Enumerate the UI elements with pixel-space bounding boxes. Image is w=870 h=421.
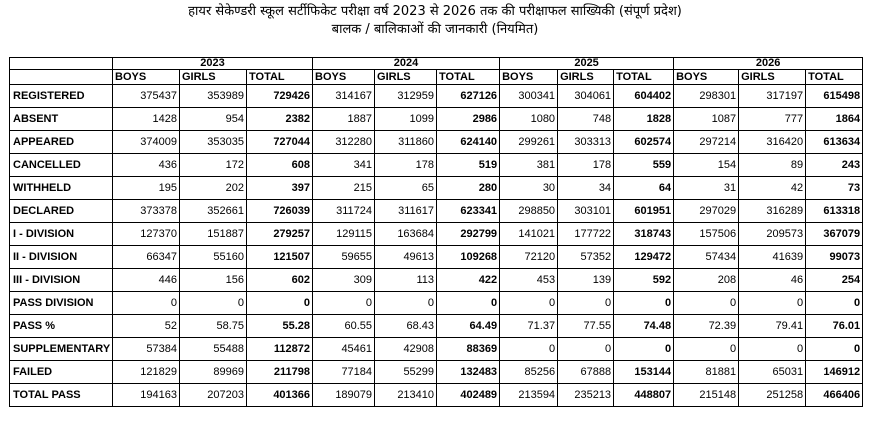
value-cell: 298301	[674, 85, 739, 108]
value-cell: 374009	[113, 131, 180, 154]
total-cell: 292799	[437, 223, 500, 246]
value-cell: 55488	[180, 338, 247, 361]
value-cell: 381	[500, 154, 558, 177]
table-row	[10, 269, 863, 292]
total-cell: 112872	[247, 338, 313, 361]
row-label: APPEARED	[10, 131, 113, 154]
value-cell: 57352	[558, 246, 614, 269]
value-cell: 139	[558, 269, 614, 292]
value-cell: 72120	[500, 246, 558, 269]
value-cell: 55299	[375, 361, 437, 384]
row-label: III - DIVISION	[10, 269, 113, 292]
page-subtitle: बालक / बालिकाओं की जानकारी (नियमित)	[331, 22, 539, 37]
value-cell: 194163	[113, 384, 180, 407]
year-header-2025: 2025	[500, 58, 674, 70]
value-cell: 79.41	[739, 315, 806, 338]
value-cell: 189079	[313, 384, 375, 407]
value-cell: 207203	[180, 384, 247, 407]
value-cell: 309	[313, 269, 375, 292]
value-cell: 68.43	[375, 315, 437, 338]
row-label: PASS %	[10, 315, 113, 338]
table-row	[10, 338, 863, 361]
value-cell: 127370	[113, 223, 180, 246]
value-cell: 353989	[180, 85, 247, 108]
value-cell: 215	[313, 177, 375, 200]
row-label: CANCELLED	[10, 154, 113, 177]
row-label: SUPPLEMENTARY	[10, 338, 113, 361]
value-cell: 1087	[674, 108, 739, 131]
year-header-row	[10, 58, 863, 70]
value-cell: 178	[375, 154, 437, 177]
value-cell: 0	[674, 338, 739, 361]
value-cell: 163684	[375, 223, 437, 246]
subheader-girls: GIRLS	[180, 70, 247, 85]
total-cell: 0	[806, 292, 863, 315]
value-cell: 303313	[558, 131, 614, 154]
total-cell: 55.28	[247, 315, 313, 338]
value-cell: 312959	[375, 85, 437, 108]
table-row	[10, 292, 863, 315]
value-cell: 298850	[500, 200, 558, 223]
total-cell: 1864	[806, 108, 863, 131]
header-blank-cell	[10, 58, 113, 70]
total-cell: 243	[806, 154, 863, 177]
value-cell: 777	[739, 108, 806, 131]
total-cell: 0	[437, 292, 500, 315]
value-cell: 89	[739, 154, 806, 177]
table-row	[10, 361, 863, 384]
value-cell: 251258	[739, 384, 806, 407]
value-cell: 0	[180, 292, 247, 315]
total-cell: 2382	[247, 108, 313, 131]
total-cell: 254	[806, 269, 863, 292]
value-cell: 65031	[739, 361, 806, 384]
value-cell: 312280	[313, 131, 375, 154]
table-row	[10, 177, 863, 200]
value-cell: 172	[180, 154, 247, 177]
total-cell: 604402	[614, 85, 674, 108]
value-cell: 353035	[180, 131, 247, 154]
value-cell: 113	[375, 269, 437, 292]
value-cell: 46	[739, 269, 806, 292]
total-cell: 519	[437, 154, 500, 177]
total-cell: 401366	[247, 384, 313, 407]
total-cell: 0	[614, 292, 674, 315]
subheader-girls: GIRLS	[558, 70, 614, 85]
total-cell: 99073	[806, 246, 863, 269]
table-row	[10, 131, 863, 154]
value-cell: 0	[558, 292, 614, 315]
table-row	[10, 154, 863, 177]
value-cell: 215148	[674, 384, 739, 407]
table-row	[10, 85, 863, 108]
value-cell: 151887	[180, 223, 247, 246]
value-cell: 60.55	[313, 315, 375, 338]
results-table	[9, 57, 863, 407]
row-label: REGISTERED	[10, 85, 113, 108]
total-cell: 211798	[247, 361, 313, 384]
value-cell: 59655	[313, 246, 375, 269]
value-cell: 0	[375, 292, 437, 315]
year-header-2023: 2023	[113, 58, 313, 70]
table-row	[10, 315, 863, 338]
value-cell: 297029	[674, 200, 739, 223]
total-cell: 608	[247, 154, 313, 177]
value-cell: 72.39	[674, 315, 739, 338]
value-cell: 89969	[180, 361, 247, 384]
subheader-girls: GIRLS	[739, 70, 806, 85]
value-cell: 341	[313, 154, 375, 177]
value-cell: 31	[674, 177, 739, 200]
total-cell: 64	[614, 177, 674, 200]
year-header-2024: 2024	[313, 58, 500, 70]
value-cell: 42908	[375, 338, 437, 361]
value-cell: 299261	[500, 131, 558, 154]
total-cell: 367079	[806, 223, 863, 246]
value-cell: 316420	[739, 131, 806, 154]
total-cell: 402489	[437, 384, 500, 407]
value-cell: 57384	[113, 338, 180, 361]
value-cell: 453	[500, 269, 558, 292]
subheader-row	[10, 70, 863, 85]
subheader-total: TOTAL	[437, 70, 500, 85]
value-cell: 178	[558, 154, 614, 177]
value-cell: 0	[674, 292, 739, 315]
total-cell: 613634	[806, 131, 863, 154]
table-row	[10, 223, 863, 246]
value-cell: 352661	[180, 200, 247, 223]
value-cell: 0	[739, 292, 806, 315]
value-cell: 0	[113, 292, 180, 315]
total-cell: 559	[614, 154, 674, 177]
value-cell: 177722	[558, 223, 614, 246]
value-cell: 34	[558, 177, 614, 200]
value-cell: 195	[113, 177, 180, 200]
value-cell: 311617	[375, 200, 437, 223]
value-cell: 81881	[674, 361, 739, 384]
total-cell: 88369	[437, 338, 500, 361]
value-cell: 0	[313, 292, 375, 315]
value-cell: 317197	[739, 85, 806, 108]
total-cell: 73	[806, 177, 863, 200]
value-cell: 121829	[113, 361, 180, 384]
value-cell: 77.55	[558, 315, 614, 338]
total-cell: 2986	[437, 108, 500, 131]
total-cell: 601951	[614, 200, 674, 223]
value-cell: 67888	[558, 361, 614, 384]
total-cell: 397	[247, 177, 313, 200]
value-cell: 297214	[674, 131, 739, 154]
total-cell: 121507	[247, 246, 313, 269]
value-cell: 71.37	[500, 315, 558, 338]
subheader-boys: BOYS	[313, 70, 375, 85]
value-cell: 0	[500, 292, 558, 315]
total-cell: 448807	[614, 384, 674, 407]
value-cell: 52	[113, 315, 180, 338]
subheader-girls: GIRLS	[375, 70, 437, 85]
subheader-blank-cell	[10, 70, 113, 85]
value-cell: 303101	[558, 200, 614, 223]
total-cell: 1828	[614, 108, 674, 131]
subheader-boys: BOYS	[500, 70, 558, 85]
total-cell: 0	[614, 338, 674, 361]
value-cell: 58.75	[180, 315, 247, 338]
value-cell: 209573	[739, 223, 806, 246]
value-cell: 1099	[375, 108, 437, 131]
value-cell: 55160	[180, 246, 247, 269]
value-cell: 300341	[500, 85, 558, 108]
value-cell: 85256	[500, 361, 558, 384]
total-cell: 602	[247, 269, 313, 292]
value-cell: 208	[674, 269, 739, 292]
total-cell: 466406	[806, 384, 863, 407]
total-cell: 280	[437, 177, 500, 200]
value-cell: 141021	[500, 223, 558, 246]
value-cell: 954	[180, 108, 247, 131]
value-cell: 156	[180, 269, 247, 292]
value-cell: 129115	[313, 223, 375, 246]
total-cell: 613318	[806, 200, 863, 223]
value-cell: 157506	[674, 223, 739, 246]
value-cell: 311860	[375, 131, 437, 154]
value-cell: 30	[500, 177, 558, 200]
page-title: हायर सेकेण्डरी स्कूल सर्टीफिकेट परीक्षा वर्ष 2023 से 2026 तक की परीक्षाफल साख्यिकी (संपूर्ण प्रदेश)	[188, 4, 682, 19]
total-cell: 615498	[806, 85, 863, 108]
total-cell: 64.49	[437, 315, 500, 338]
subheader-total: TOTAL	[247, 70, 313, 85]
value-cell: 213594	[500, 384, 558, 407]
value-cell: 57434	[674, 246, 739, 269]
value-cell: 235213	[558, 384, 614, 407]
total-cell: 602574	[614, 131, 674, 154]
total-cell: 623341	[437, 200, 500, 223]
value-cell: 66347	[113, 246, 180, 269]
value-cell: 1428	[113, 108, 180, 131]
row-label: PASS DIVISION	[10, 292, 113, 315]
total-cell: 726039	[247, 200, 313, 223]
subheader-boys: BOYS	[674, 70, 739, 85]
row-label: TOTAL PASS	[10, 384, 113, 407]
value-cell: 202	[180, 177, 247, 200]
value-cell: 154	[674, 154, 739, 177]
value-cell: 373378	[113, 200, 180, 223]
row-label: I - DIVISION	[10, 223, 113, 246]
value-cell: 213410	[375, 384, 437, 407]
value-cell: 446	[113, 269, 180, 292]
table-row	[10, 246, 863, 269]
value-cell: 49613	[375, 246, 437, 269]
row-label: II - DIVISION	[10, 246, 113, 269]
total-cell: 279257	[247, 223, 313, 246]
value-cell: 311724	[313, 200, 375, 223]
row-label: FAILED	[10, 361, 113, 384]
value-cell: 45461	[313, 338, 375, 361]
year-header-2026: 2026	[674, 58, 863, 70]
subheader-total: TOTAL	[614, 70, 674, 85]
value-cell: 0	[739, 338, 806, 361]
total-cell: 624140	[437, 131, 500, 154]
value-cell: 0	[500, 338, 558, 361]
total-cell: 76.01	[806, 315, 863, 338]
total-cell: 153144	[614, 361, 674, 384]
total-cell: 729426	[247, 85, 313, 108]
value-cell: 1887	[313, 108, 375, 131]
table-row	[10, 200, 863, 223]
title-block	[0, 0, 870, 39]
total-cell: 318743	[614, 223, 674, 246]
subheader-total: TOTAL	[806, 70, 863, 85]
total-cell: 592	[614, 269, 674, 292]
value-cell: 748	[558, 108, 614, 131]
row-label: ABSENT	[10, 108, 113, 131]
table-row	[10, 384, 863, 407]
value-cell: 304061	[558, 85, 614, 108]
total-cell: 627126	[437, 85, 500, 108]
row-label: DECLARED	[10, 200, 113, 223]
value-cell: 1080	[500, 108, 558, 131]
value-cell: 375437	[113, 85, 180, 108]
value-cell: 436	[113, 154, 180, 177]
subheader-boys: BOYS	[113, 70, 180, 85]
value-cell: 41639	[739, 246, 806, 269]
value-cell: 316289	[739, 200, 806, 223]
total-cell: 132483	[437, 361, 500, 384]
value-cell: 77184	[313, 361, 375, 384]
value-cell: 0	[558, 338, 614, 361]
total-cell: 74.48	[614, 315, 674, 338]
value-cell: 314167	[313, 85, 375, 108]
total-cell: 146912	[806, 361, 863, 384]
value-cell: 65	[375, 177, 437, 200]
table-row	[10, 108, 863, 131]
value-cell: 42	[739, 177, 806, 200]
total-cell: 422	[437, 269, 500, 292]
total-cell: 0	[806, 338, 863, 361]
row-label: WITHHELD	[10, 177, 113, 200]
total-cell: 0	[247, 292, 313, 315]
total-cell: 727044	[247, 131, 313, 154]
total-cell: 129472	[614, 246, 674, 269]
total-cell: 109268	[437, 246, 500, 269]
